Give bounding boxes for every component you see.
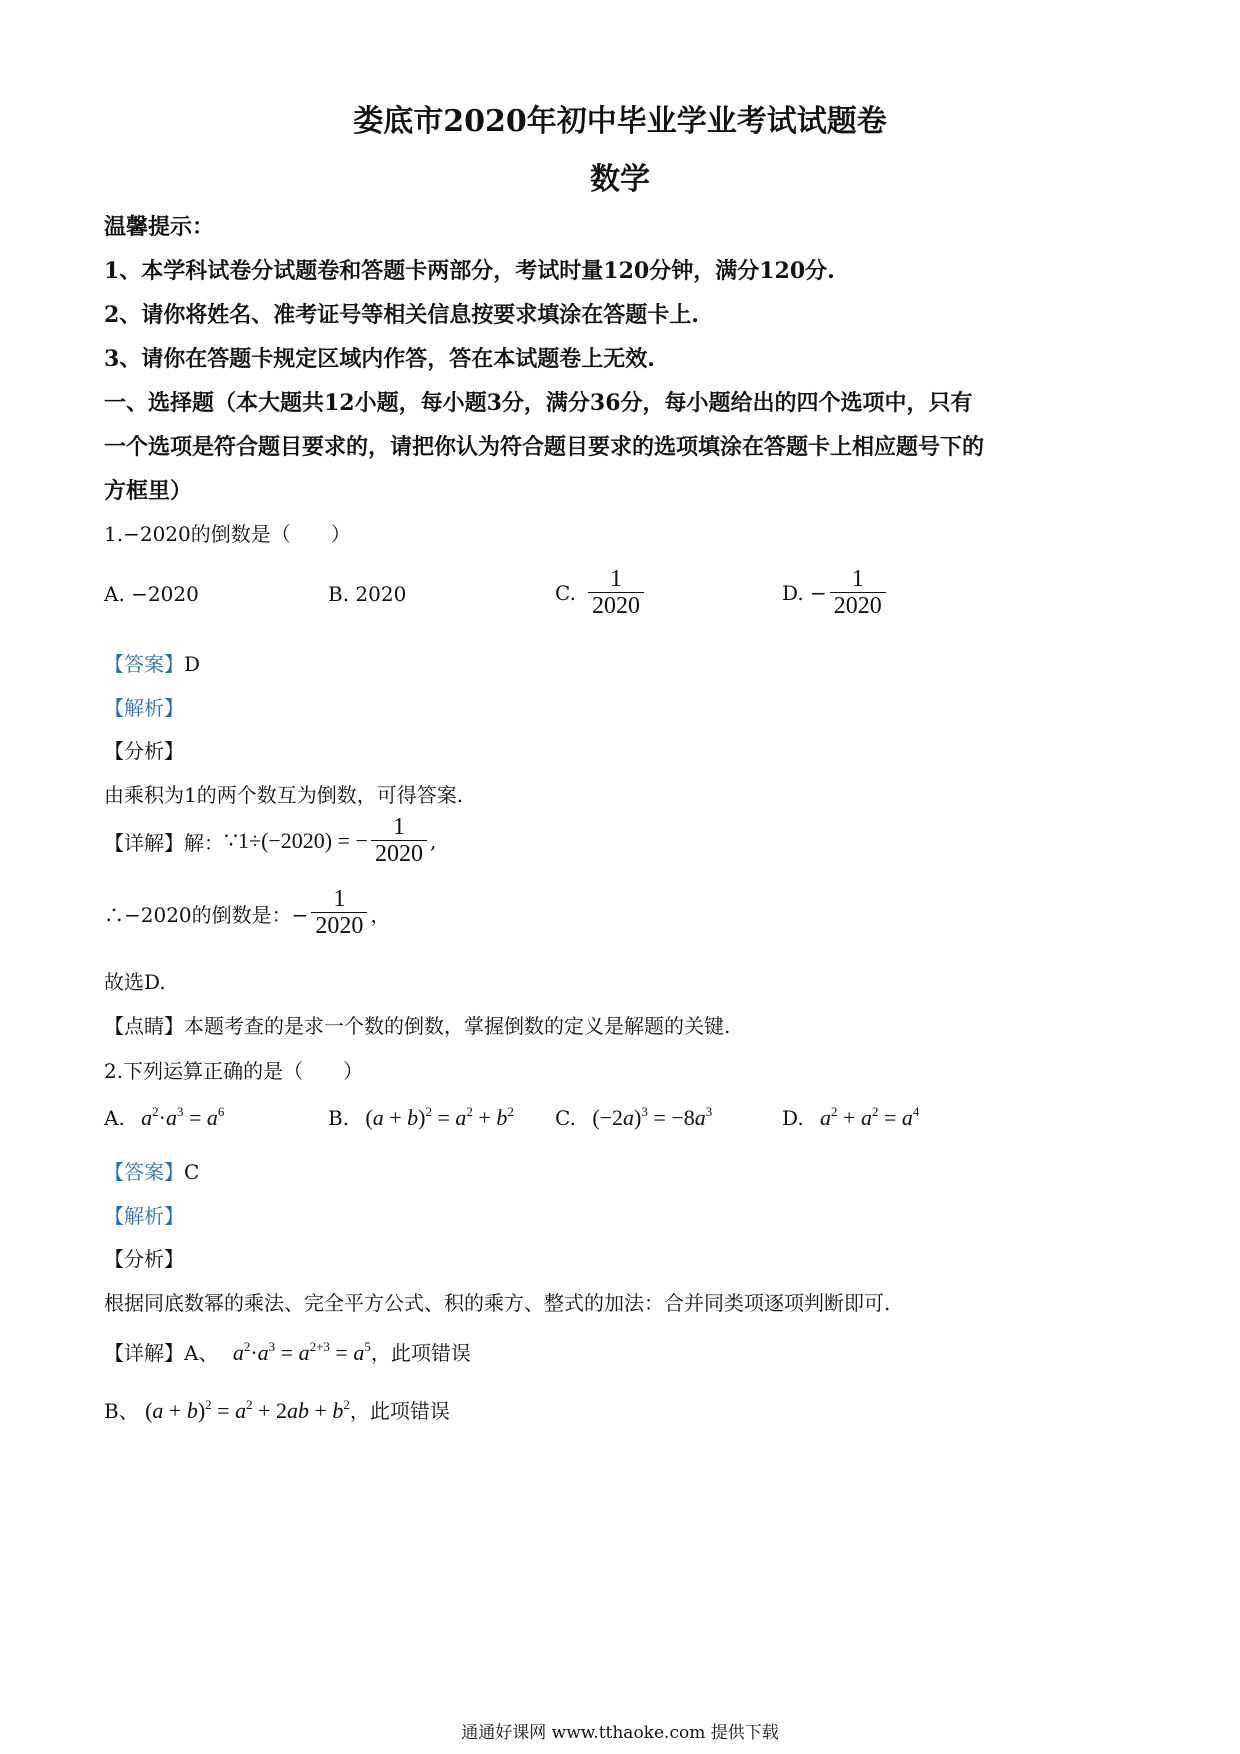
q1-therefore	[104, 886, 390, 941]
q1-option-d	[782, 566, 889, 621]
q1-answer	[104, 648, 200, 677]
fraction-denominator: 2020	[588, 592, 644, 621]
detail-tag: 【详解】解：	[104, 830, 224, 855]
detail-tag: 【详解】A、	[104, 1341, 219, 1365]
answer-value: C	[184, 1160, 200, 1184]
q1-option-d-fraction	[830, 566, 886, 621]
tip-item-3: 3、请你在答题卡规定区域内作答，答在本试题卷上无效.	[104, 346, 655, 372]
option-label: A.	[104, 1106, 125, 1130]
fraction-denominator: 2020	[830, 592, 886, 621]
fraction-numerator: 1	[333, 886, 346, 912]
detail-a-suffix: ，此项错误	[370, 1341, 471, 1365]
detail-fraction	[371, 814, 427, 869]
section-line-3: 方框里）	[104, 478, 193, 504]
q1-option-c-fraction	[588, 566, 644, 621]
therefore-end: ，	[370, 902, 391, 927]
q1-detail	[104, 814, 436, 869]
detail-end: ,	[429, 829, 437, 854]
section-line-2: 一个选项是符合题目要求的，请把你认为符合题目要求的选项填涂在答题卡上相应题号下的	[104, 434, 985, 460]
q2-stem: 2.下列运算正确的是（ ）	[104, 1059, 364, 1083]
q2-fenxi-tag: 【分析】	[104, 1247, 184, 1271]
q1-stem: 1.−2020的倒数是（ ）	[104, 522, 351, 546]
therefore-fraction	[311, 886, 367, 941]
fraction-numerator: 1	[609, 566, 622, 592]
fraction-denominator: 2020	[311, 912, 367, 941]
footer-credit: 通通好课网 www.tthaoke.com 提供下载	[461, 1723, 779, 1743]
q2-detail-b-formula: $(a + b)^2 = a^2 + 2ab + b^2$	[145, 1397, 350, 1423]
q1-fenxi-tag: 【分析】	[104, 739, 184, 763]
detail-b-prefix: B、	[104, 1399, 139, 1423]
answer-tag: 【答案】	[104, 1160, 184, 1184]
q2-option-c-formula: $(-2a)^3 = -8a^3$	[592, 1104, 713, 1130]
q2-detail-a-formula: $a^2\cdot a^3 = a^{2+3} = a^5$	[232, 1339, 371, 1365]
answer-tag: 【答案】	[104, 652, 184, 676]
q2-option-d	[782, 1105, 919, 1131]
q1-dianjing: 【点睛】本题考查的是求一个数的倒数，掌握倒数的定义是解题的关键.	[104, 1014, 731, 1038]
option-label: C.	[555, 1106, 576, 1130]
tip-item-1: 1、本学科试卷分试题卷和答题卡两部分，考试时量120分钟，满分120分.	[104, 258, 835, 284]
subject-title: 数学	[590, 162, 650, 197]
tips-heading: 温馨提示：	[104, 214, 215, 240]
q1-analysis-tag: 【解析】	[104, 696, 184, 720]
option-label: B.	[328, 1106, 350, 1130]
therefore-text: ∴−2020的倒数是：−	[104, 902, 309, 927]
q1-fenxi-text: 由乘积为1的两个数互为倒数，可得答案.	[104, 783, 464, 807]
detail-b-suffix: ，此项错误	[349, 1399, 450, 1423]
q2-answer	[104, 1156, 199, 1185]
answer-value: D	[184, 652, 201, 676]
q2-option-a-formula: $a^2\cdot a^3 = a^6$	[141, 1104, 225, 1130]
q2-detail-b	[104, 1395, 450, 1424]
fraction-denominator: 2020	[371, 840, 427, 869]
fraction-numerator: 1	[392, 814, 405, 840]
q1-option-b: B. 2020	[328, 582, 407, 606]
option-label: D.	[782, 1106, 804, 1130]
q2-analysis-tag: 【解析】	[104, 1204, 184, 1228]
q1-option-c-label: C.	[555, 581, 576, 606]
detail-expression: ∵1÷(−2020) = −	[224, 828, 368, 854]
q2-option-b-formula: $(a + b)^2 = a^2 + b^2$	[365, 1104, 514, 1130]
q2-option-a	[104, 1105, 224, 1131]
q1-option-c	[555, 566, 647, 621]
q2-option-c	[555, 1105, 712, 1131]
q2-fenxi-text: 根据同底数幂的乘法、完全平方公式、积的乘方、整式的加法：合并同类项逐项判断即可.	[104, 1291, 891, 1315]
section-line-1: 一、选择题（本大题共12小题，每小题3分，满分36分，每小题给出的四个选项中，只有	[104, 390, 973, 416]
tip-item-2: 2、请你将姓名、准考证号等相关信息按要求填涂在答题卡上.	[104, 302, 699, 328]
q2-detail-a	[104, 1337, 471, 1366]
q1-conclusion: 故选D.	[104, 970, 166, 994]
exam-title: 娄底市2020年初中毕业学业考试试题卷	[353, 104, 887, 139]
q2-option-d-formula: $a^2 + a^2 = a^4$	[820, 1104, 920, 1130]
q2-option-b	[328, 1105, 514, 1131]
q1-option-d-label: D. −	[782, 581, 827, 606]
fraction-numerator: 1	[851, 566, 864, 592]
q1-option-a: A. −2020	[104, 582, 199, 606]
